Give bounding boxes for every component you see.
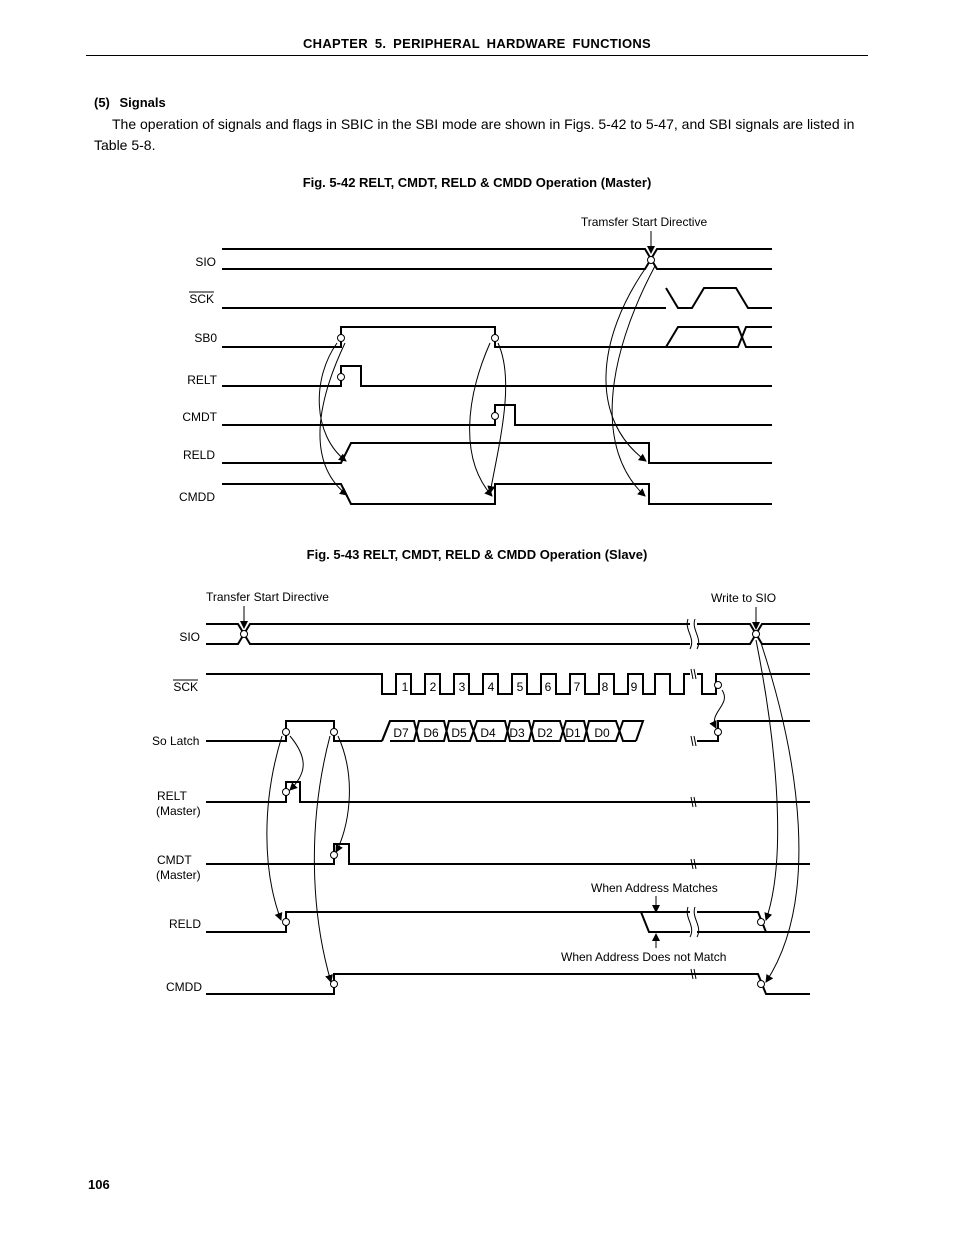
address-not-match-annotation: When Address Does not Match	[561, 950, 727, 964]
label-sck: SCK	[173, 680, 198, 694]
data-bit-label: D5	[451, 726, 467, 740]
causality-arrows	[267, 640, 799, 982]
data-bit-label: D7	[393, 726, 409, 740]
label-cmdd: CMDD	[179, 490, 215, 504]
causality-arrows	[319, 266, 655, 496]
clock-number: 7	[573, 680, 581, 694]
transfer-start-annotation-slave: Transfer Start Directive	[206, 590, 329, 604]
waveform-sio	[206, 619, 810, 649]
waveform-sck-pulses	[666, 288, 772, 308]
figure-caption-5-42: Fig. 5-42 RELT, CMDT, RELD & CMDD Operation (Master)	[302, 175, 652, 190]
clock-number: 9	[630, 680, 638, 694]
clock-number: 2	[429, 680, 437, 694]
label-cmdt: CMDT	[182, 410, 217, 424]
address-matches-annotation: When Address Matches	[591, 881, 718, 895]
section-heading: (5) Signals	[94, 95, 166, 110]
waveform-cmdd	[222, 484, 772, 504]
waveform-cmdt	[206, 844, 810, 864]
label-relt-sub: (Master)	[156, 804, 201, 818]
label-sio: SIO	[179, 630, 200, 644]
clock-number: 4	[487, 680, 495, 694]
clock-numbers	[402, 680, 638, 694]
waveform-reld	[222, 443, 772, 463]
waveform-relt	[206, 782, 810, 802]
clock-number: 1	[401, 680, 409, 694]
section-body: The operation of signals and flags in SBIC in the SBI mode are shown in Figs. 5-42 to 5-47, and SBI signals are listed in Table 5-8.	[94, 116, 855, 153]
waveform-reld	[206, 907, 810, 937]
data-bit-label: D6	[423, 726, 439, 740]
label-so-latch: So Latch	[152, 734, 200, 748]
waveform-relt	[222, 366, 772, 386]
data-bit-label: D3	[509, 726, 525, 740]
data-bit-label: D2	[537, 726, 553, 740]
write-to-sio-annotation: Write to SIO	[711, 591, 777, 605]
event-markers	[241, 631, 765, 988]
timing-diagram-master	[0, 200, 954, 520]
clock-number: 5	[516, 680, 524, 694]
label-sck: SCK	[189, 292, 214, 306]
data-bits	[393, 726, 610, 740]
label-sb0: SB0	[194, 331, 217, 345]
waveform-cmdd	[206, 969, 810, 994]
chapter-header: CHAPTER 5. PERIPHERAL HARDWARE FUNCTIONS	[302, 36, 652, 51]
timing-diagram-slave	[0, 575, 954, 1015]
page-number: 106	[88, 1177, 110, 1192]
data-bit-label: D0	[594, 726, 610, 740]
label-cmdt: CMDT	[157, 853, 192, 867]
label-relt: RELT	[157, 789, 187, 803]
clock-number: 6	[544, 680, 552, 694]
clock-number: 3	[458, 680, 466, 694]
label-sio: SIO	[195, 255, 216, 269]
header-rule	[86, 55, 868, 56]
label-reld: RELD	[182, 448, 215, 462]
waveform-sio	[222, 249, 772, 269]
figure-caption-5-43: Fig. 5-43 RELT, CMDT, RELD & CMDD Operation (Slave)	[306, 547, 648, 562]
label-reld: RELD	[168, 917, 201, 931]
data-bit-label: D4	[480, 726, 496, 740]
label-relt: RELT	[187, 373, 217, 387]
transfer-start-annotation: Tramsfer Start Directive	[580, 215, 708, 229]
clock-number: 8	[601, 680, 609, 694]
label-cmdd: CMDD	[166, 980, 202, 994]
data-bit-label: D1	[565, 726, 581, 740]
label-cmdt-sub: (Master)	[156, 868, 201, 882]
